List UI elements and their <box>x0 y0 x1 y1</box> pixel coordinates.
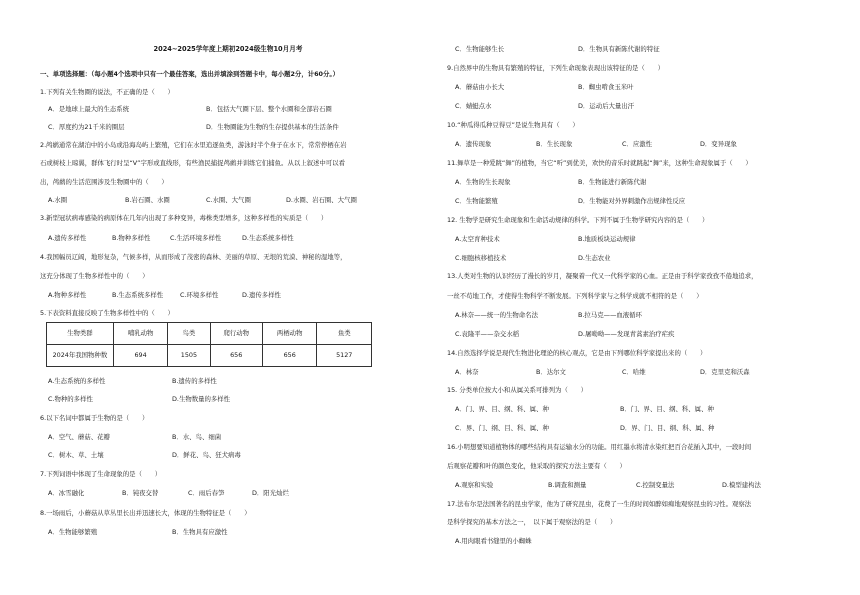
section-heading: 一、单项选择题：（每小题4个选项中只有一个最佳答案，选出并填涂到答题卡中，每小题2分，计60分。） <box>40 70 339 78</box>
question-1: 1.下列有关生物圈的说法，不正确的是（ ） <box>40 88 174 96</box>
question-8: 8.一场雨后，小蘑菇从草丛里长出并迅速长大，体现的生物特征是（ ） <box>40 509 251 517</box>
table-cell: 656 <box>262 345 317 367</box>
option: C.生活环境多样性 <box>170 234 222 242</box>
option: D.模型建构法 <box>722 481 761 489</box>
table-cell: 656 <box>210 345 262 367</box>
option: B．生物能进行新陈代谢 <box>578 178 647 186</box>
question-16-cont: 后观察花瓣和叶的颜色变化，他采取的探究方法主要有（ ） <box>447 462 626 470</box>
option: D．生物圈能为生物的生存提供基本的生活条件 <box>206 123 339 131</box>
option: A.林奈——统一的生物命名法 <box>455 311 538 319</box>
question-2-cont: 石或树枝上晾翼，群体飞行时呈“V”字形或直线形，有些渔民捕捉鸬鹚并训练它们捕鱼。从以上叙述中可以看 <box>40 159 345 167</box>
option: D．生物具有新陈代谢的特征 <box>578 45 660 53</box>
option: B.生态系统多样性 <box>112 291 164 299</box>
option: B.拉马克——血液循环 <box>578 311 642 319</box>
question-16: 16.小明想要知道植物体的哪些结构具有运输水分的功能。用红墨水将清水染红把百合花插入其中，一段时间 <box>447 443 752 451</box>
question-4-cont: 这充分体现了生物多样性中的（ ） <box>40 272 149 280</box>
question-11: 11.舞草是一种爱跳“舞”的植物，当它“听”到优美，欢快的音乐时就跳起“舞”来，这种生命现象属于（ ） <box>447 159 752 167</box>
option: A．生物的生长现象 <box>455 178 511 186</box>
question-4: 4.我国幅员辽阔，地形复杂，气候多样，从而形成了茂密的森林、美丽的草原、无垠的荒漠、神秘的湿地等， <box>40 253 347 261</box>
option: A.生态系统的多样性 <box>48 377 106 385</box>
question-13: 13.人类对生物的认识经历了漫长的岁月，凝聚着一代又一代科学家的心血。正是由于科学家孜孜不倦地追求， <box>447 272 758 280</box>
option: A．是地球上最大的生态系统 <box>48 105 130 113</box>
option: D.生态农业 <box>578 254 611 262</box>
option: C．生物能繁殖 <box>455 197 498 205</box>
table-cell: 1505 <box>168 345 210 367</box>
option: A.观察和实验 <box>455 481 494 489</box>
option: A．空气、蘑菇、花瓣 <box>48 433 110 441</box>
option: B.地质板块运动规律 <box>578 235 636 243</box>
option: D.遗传多样性 <box>242 291 281 299</box>
option: C.水圈、大气圈 <box>206 196 251 204</box>
option: A．冰雪融化 <box>48 489 85 497</box>
option: D．生物能对外界刺激作出规律性反应 <box>578 197 686 205</box>
question-14: 14.自然选择学说是现代生物进化理论的核心观点，它是由下列哪位科学家提出来的（ ） <box>447 349 707 357</box>
table-cell: 2024年我国物种数 <box>47 345 114 367</box>
option: A.用肉眼看书缝里的小蜘蛛 <box>455 537 532 545</box>
table-cell: 鱼类 <box>317 323 372 345</box>
option: D.生态系统多样性 <box>242 234 294 242</box>
option: C．哈维 <box>622 368 646 376</box>
option: A．遗传现象 <box>455 140 492 148</box>
option: C.细胞核移植技术 <box>455 254 507 262</box>
option: A．门、界、目、纲、科、属、种 <box>455 405 549 413</box>
option: A．蘑菇由小长大 <box>455 83 505 91</box>
option: B．水、鸟、细菌 <box>172 433 222 441</box>
option: B．包括大气圈下层、整个水圈和全部岩石圈 <box>206 105 332 113</box>
option: C.物种的多样性 <box>48 395 93 403</box>
option: C．蜻蜓点水 <box>455 102 492 110</box>
option: B．门、界、目、纲、科、属、种 <box>620 405 714 413</box>
question-6: 6.以下名词中都属于生物的是（ ） <box>40 414 149 422</box>
option: B．达尔文 <box>536 368 566 376</box>
option: C.袁隆平——杂交水稻 <box>455 330 520 338</box>
option: B.调查和测量 <box>548 481 587 489</box>
question-2: 2.鸬鹚通常在湖泊中的小岛或沿海岛屿上繁殖，它们在水里追逐鱼类，游泳时半个身子在水下，常常停栖在岩 <box>40 141 347 149</box>
option: B．钝夜交替 <box>122 489 159 497</box>
option: D.水圈、岩石圈、大气圈 <box>286 196 357 204</box>
question-10: 10.“种瓜得瓜种豆得豆”是说生物具有（ ） <box>447 121 579 129</box>
table-cell: 生物类群 <box>47 323 114 345</box>
option: B.遗传的多样性 <box>172 377 217 385</box>
option: D.生物数量的多样性 <box>172 395 231 403</box>
table-cell: 爬行动物 <box>210 323 262 345</box>
table-header-row <box>47 323 372 345</box>
option: D．克里克和沃森 <box>700 368 750 376</box>
species-table <box>46 322 372 367</box>
option: B.岩石圈、水圈 <box>125 196 170 204</box>
question-13-cont: 一丝不苟地工作，才使得生物科学不断发展。下列科学家与之科学成就不相符的是（ ） <box>447 292 703 300</box>
option: A．林奈 <box>455 368 479 376</box>
option: C．雨后春笋 <box>188 489 225 497</box>
option: A.太空育种技术 <box>455 235 500 243</box>
option: D．运动后大量出汗 <box>578 102 635 110</box>
option: A．生物能够繁殖 <box>48 528 98 536</box>
question-17-cont: 是科学探究的基本方法之一， 以下属于观察法的是（ ） <box>447 518 617 526</box>
option: C.环境多样性 <box>180 291 219 299</box>
option: C．界、门、纲、目、科、属、种 <box>455 424 549 432</box>
table-cell: 哺乳动物 <box>113 323 168 345</box>
table-row <box>47 345 372 367</box>
question-7: 7.下列词语中体现了生命现象的是（ ） <box>40 470 162 478</box>
option: D.屠呦呦——发现青蒿素治疗疟疾 <box>578 330 675 338</box>
option: C．树木、草、土壤 <box>48 451 104 459</box>
question-17: 17.法布尔是法国著名的昆虫学家，他为了研究昆虫，花费了一生的时间如醉如痴地观察昆虫的习性。观察法 <box>447 500 752 508</box>
table-cell: 5127 <box>317 345 372 367</box>
option: D．阳光灿烂 <box>252 489 289 497</box>
table-cell: 694 <box>113 345 168 367</box>
question-3: 3.新型冠状病毒感染的病原体在几年内出现了多种变异，毒株类型增多，这种多样性的实质是（ ） <box>40 214 328 222</box>
question-12: 12. 生物学是研究生命现象和生命活动规律的科学。下列不属于生物学研究内容的是（ ） <box>447 216 709 224</box>
question-15: 15. 分类单位按大小和从属关系可排列为（ ） <box>447 386 588 394</box>
exam-title: 2024~2025学年度上期初2024级生物10月月考 <box>153 45 303 53</box>
question-9: 9.自然界中的生物具有繁殖的特征，下列生命现象表现出该特征的是（ ） <box>447 64 664 72</box>
option: D．鲜花、鸟、狂犬病毒 <box>172 451 241 459</box>
table-cell: 两栖动物 <box>262 323 317 345</box>
option: A.水圈 <box>48 196 68 204</box>
question-2-cont: 出，鸬鹚的生活范围涉及生物圈中的（ ） <box>40 178 168 186</box>
option: B.物种多样性 <box>112 234 151 242</box>
option: C．生物能够生长 <box>455 45 505 53</box>
option: B．蜘虫啃食玉米叶 <box>578 83 634 91</box>
option: D．界、门、目、纲、科、属、种 <box>620 424 715 432</box>
option: D．变异现象 <box>700 140 737 148</box>
option: B．生长现象 <box>536 140 573 148</box>
option: C．厚度约为21千米的圈层 <box>48 123 125 131</box>
option: B．生物具有应激性 <box>172 528 228 536</box>
option: A.遗传多样性 <box>48 234 87 242</box>
table-cell: 鸟类 <box>168 323 210 345</box>
option: A.物种多样性 <box>48 291 87 299</box>
question-5: 5.下表资料直接反映了生物多样性中的（ ） <box>40 309 174 317</box>
option: C.控制变量法 <box>636 481 675 489</box>
option: C．应激性 <box>622 140 653 148</box>
